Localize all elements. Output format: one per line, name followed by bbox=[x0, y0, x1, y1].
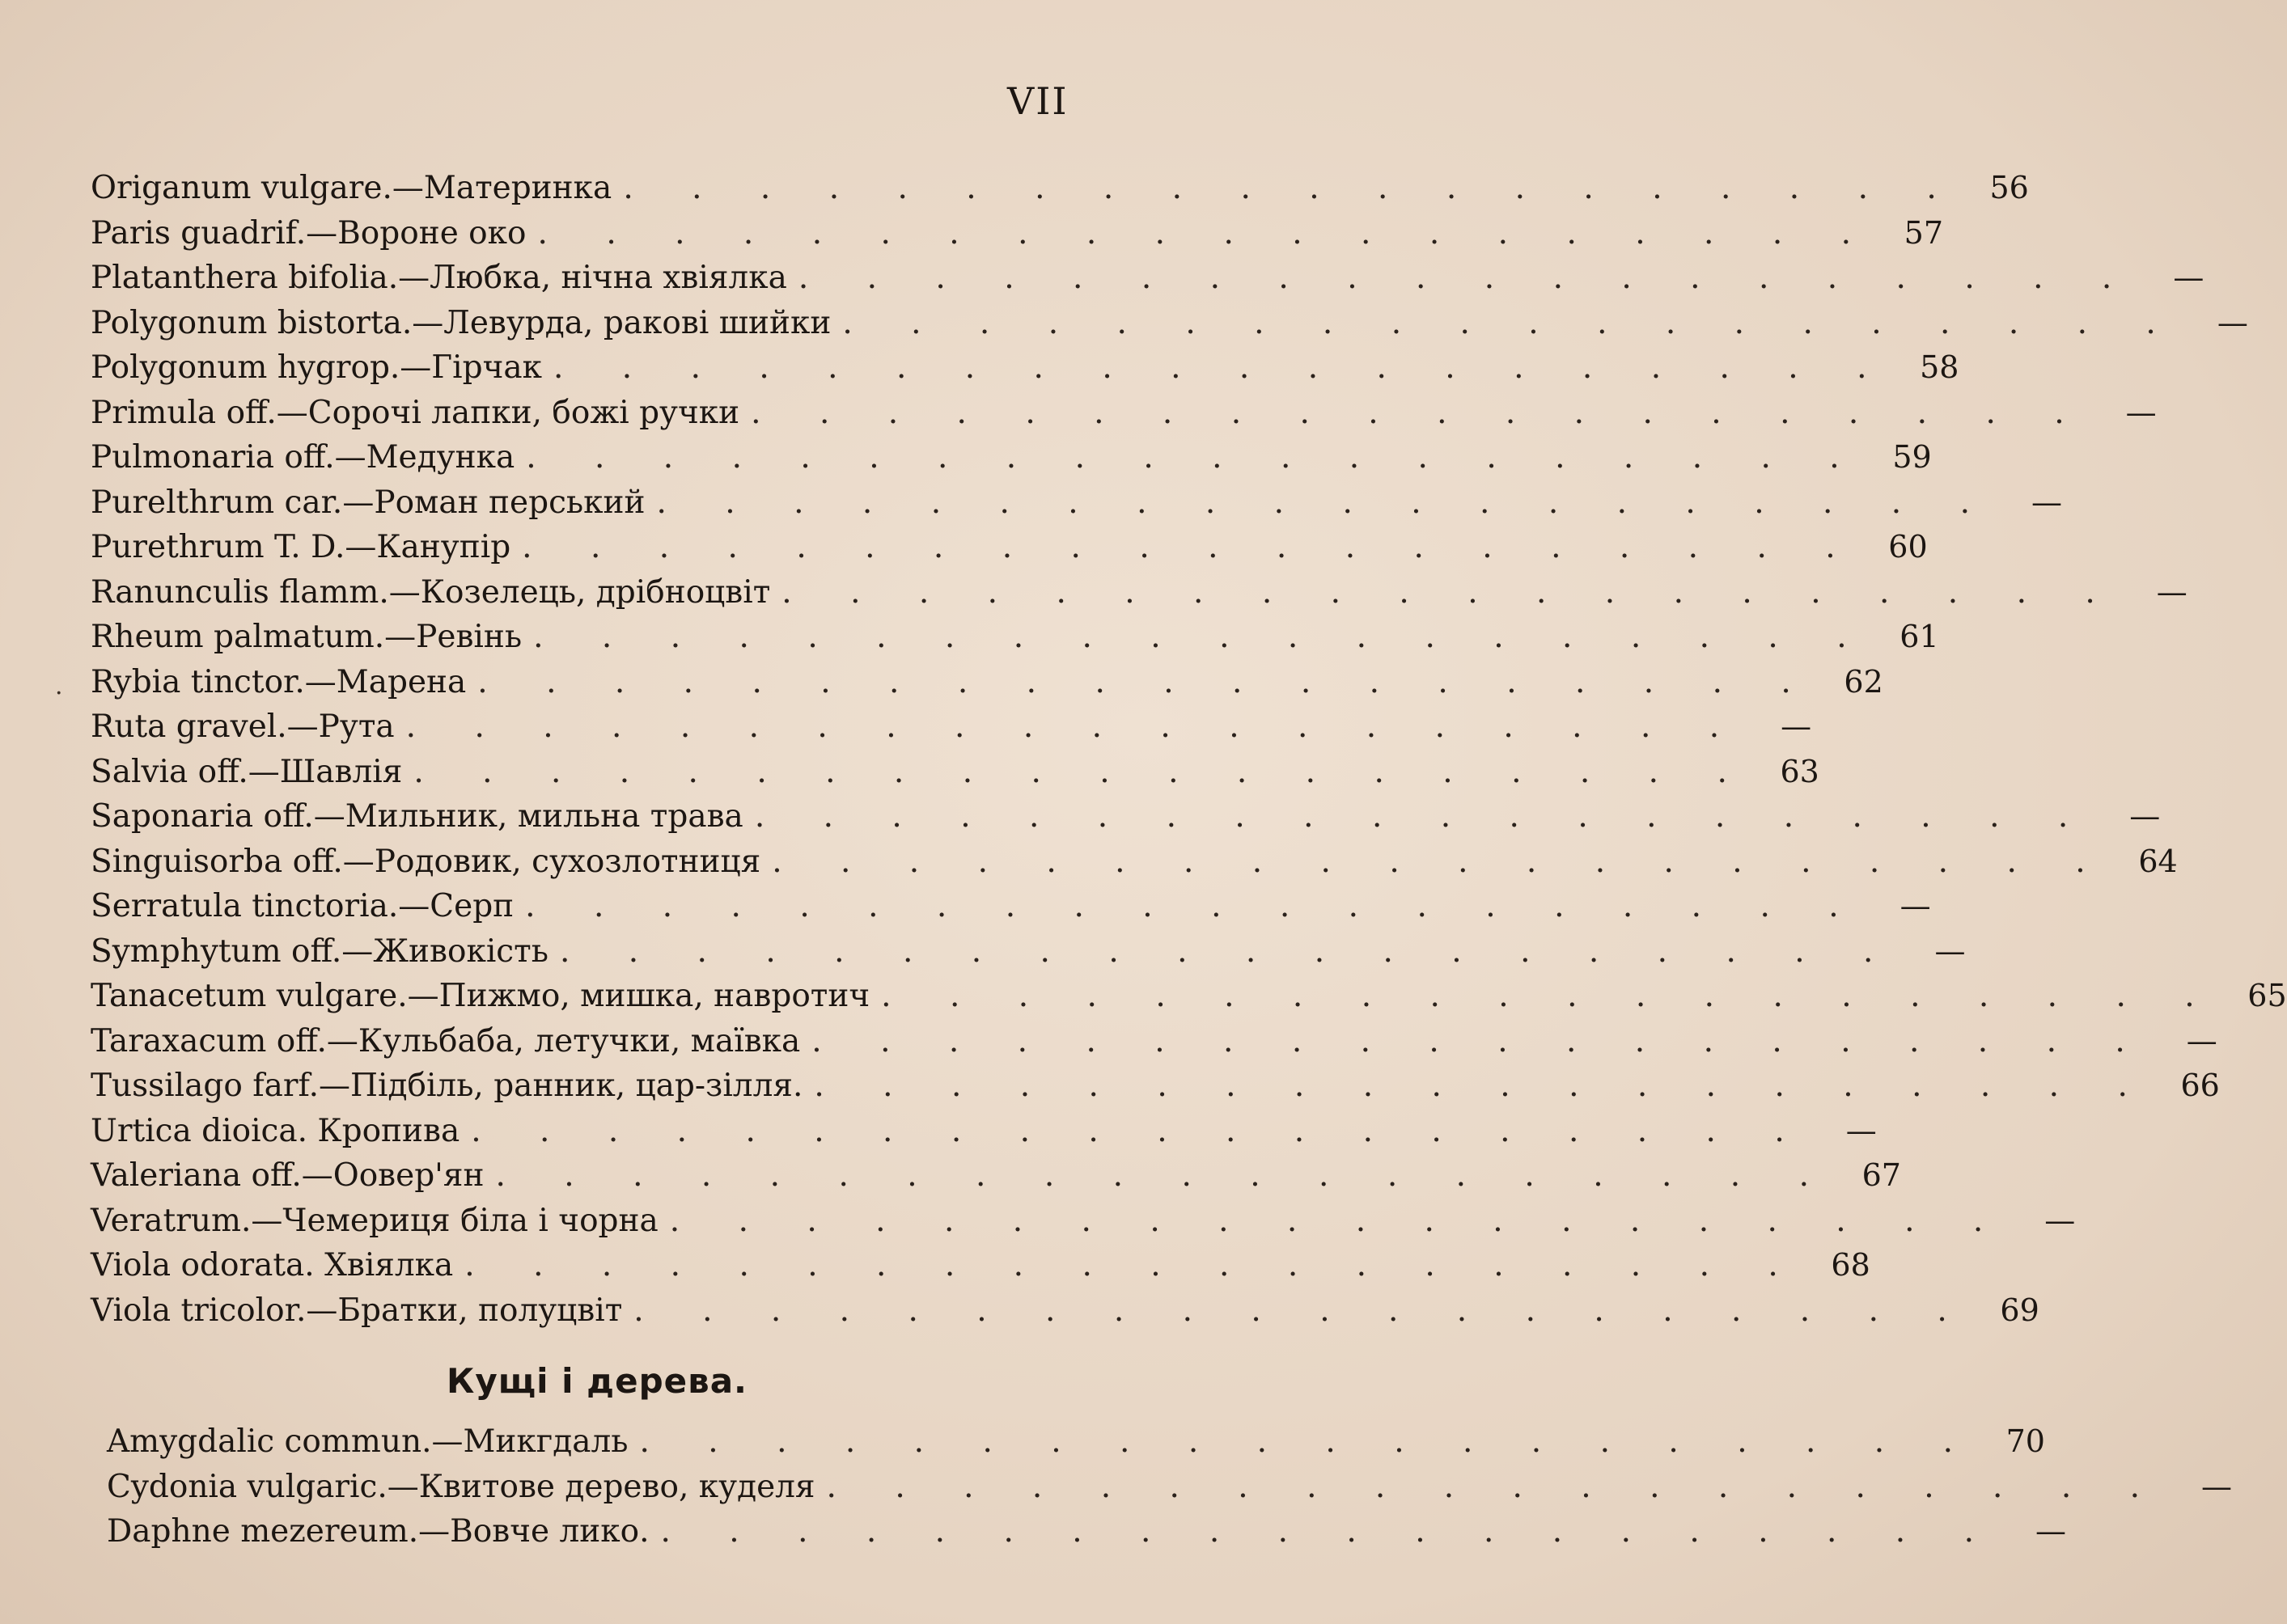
entry-page-number: — bbox=[2201, 1468, 2233, 1504]
toc-entry bbox=[91, 1247, 1870, 1292]
entry-page-number: 67 bbox=[1861, 1157, 1901, 1193]
dot-leader: . . . . . . . . . . . . . . . . . . . . bbox=[495, 1157, 1833, 1194]
entry-page-number: — bbox=[2156, 573, 2187, 610]
entry-page-number: 64 bbox=[2138, 843, 2178, 879]
entry-page-number: — bbox=[1781, 708, 1812, 744]
entry-text: Veratrum.—Чемериця біла і чорна bbox=[91, 1202, 659, 1239]
dot-leader: . . . . . . . . . . . . . . . . . . . . bbox=[826, 1468, 2165, 1505]
stray-mark: · bbox=[55, 679, 63, 708]
page-number: VII bbox=[1007, 79, 1069, 123]
dot-leader: . . . . . . . . . . . . . . . . . . . . bbox=[754, 798, 2093, 835]
toc-entry bbox=[91, 843, 2178, 889]
dot-leader: . . . . . . . . . . . . . . . . . . . . bbox=[660, 1513, 1998, 1550]
toc-entry bbox=[91, 394, 2157, 440]
section-title: Кущі і дерева. bbox=[446, 1361, 748, 1401]
entry-page-number: 57 bbox=[1904, 214, 1944, 251]
section-toc-list bbox=[107, 1423, 2233, 1558]
dot-leader: . . . . . . . . . . . . . . . . . . . . bbox=[781, 573, 2120, 611]
toc-list bbox=[91, 170, 2287, 1337]
entry-text: Symphytum off.—Живокість bbox=[91, 933, 548, 970]
entry-page-number: — bbox=[2186, 1022, 2217, 1059]
dot-leader: . . . . . . . . . . . . . . . . . . . . bbox=[405, 708, 1744, 745]
entry-page-number: 70 bbox=[2005, 1423, 2045, 1459]
dot-leader: . . . . . . . . . . . . . . . . . . . . bbox=[553, 349, 1891, 386]
dot-leader: . . . . . . . . . . . . . . . . . . . . bbox=[639, 1423, 1977, 1460]
entry-page-number: — bbox=[1845, 1112, 1877, 1148]
entry-text: Paris guadrif.—Вороне око bbox=[91, 214, 527, 252]
dot-leader: . . . . . . . . . . . . . . . . . . . . bbox=[814, 1068, 2152, 1104]
entry-text: Primula off.—Сорочі лапки, божі ручки bbox=[91, 394, 740, 431]
entry-page-number: — bbox=[2125, 394, 2157, 430]
entry-text: Platanthera bifolia.—Любка, нічна хвіялка bbox=[91, 260, 787, 296]
entry-text: Tanacetum vulgare.—Пижмо, мишка, навротич bbox=[91, 978, 870, 1014]
entry-page-number: 66 bbox=[2180, 1068, 2220, 1103]
entry-text: Viola odorata. Хвіялка bbox=[91, 1247, 454, 1284]
entry-page-number: 58 bbox=[1920, 349, 1959, 385]
toc-entry bbox=[91, 260, 2204, 305]
dot-leader: . . . . . . . . . . . . . . . . . . . . bbox=[772, 843, 2110, 880]
dot-leader: . . . . . . . . . . . . . . . . . . . . bbox=[522, 529, 1860, 565]
toc-entry bbox=[91, 529, 1928, 574]
entry-page-number: — bbox=[1899, 888, 1931, 924]
toc-entry bbox=[91, 439, 1932, 484]
dot-leader: . . . . . . . . . . . . . . . . . . . . bbox=[525, 888, 1863, 924]
dot-leader: . . . . . . . . . . . . . . . . . . . . bbox=[464, 1247, 1802, 1284]
entry-page-number: — bbox=[2173, 260, 2204, 295]
dot-leader: . . . . . . . . . . . . . . . . . . . . bbox=[656, 484, 1994, 521]
entry-text: Viola tricolor.—Братки, полуцвіт bbox=[91, 1292, 623, 1329]
entry-text: Valeriana off.—Оовер'ян bbox=[91, 1157, 485, 1194]
toc-entry bbox=[91, 978, 2287, 1023]
dot-leader: . . . . . . . . . . . . . . . . . . . . bbox=[669, 1202, 2008, 1239]
entry-page-number: 61 bbox=[1899, 619, 1939, 654]
toc-entry bbox=[91, 170, 2029, 215]
entry-text: Saponaria off.—Мильник, мильна трава bbox=[91, 798, 743, 835]
entry-text: Rheum palmatum.—Ревінь bbox=[91, 619, 523, 655]
toc-entry bbox=[91, 1112, 1877, 1158]
entry-page-number: 65 bbox=[2247, 978, 2287, 1013]
entry-page-number: 69 bbox=[2000, 1292, 2039, 1328]
entry-text: Polygonum hygrop.—Гірчак bbox=[91, 349, 542, 386]
entry-page-number: 63 bbox=[1780, 753, 1819, 789]
dot-leader: . . . . . . . . . . . . . . . . . . . . bbox=[881, 978, 2219, 1014]
entry-text: Taraxacum off.—Кульбаба, летучки, маївка bbox=[91, 1022, 801, 1059]
toc-entry bbox=[91, 1157, 1901, 1203]
toc-entry bbox=[91, 663, 1883, 709]
entry-page-number: 59 bbox=[1892, 439, 1932, 475]
entry-text: Pulmonaria off.—Медунка bbox=[91, 439, 515, 476]
dot-leader: . . . . . . . . . . . . . . . . . . . . bbox=[533, 619, 1871, 655]
toc-entry bbox=[91, 933, 1966, 979]
entry-page-number: 56 bbox=[1989, 170, 2029, 205]
toc-entry bbox=[91, 708, 1812, 754]
entry-page-number: — bbox=[1934, 933, 1966, 969]
entry-text: Daphne mezereum.—Вовче лико. bbox=[107, 1513, 650, 1550]
entry-text: Rybia tinctor.—Марена bbox=[91, 663, 467, 700]
toc-entry bbox=[91, 1202, 2076, 1248]
entry-text: Origanum vulgare.—Материнка bbox=[91, 170, 612, 206]
toc-entry bbox=[91, 1292, 2039, 1338]
toc-entry bbox=[91, 1022, 2217, 1068]
toc-entry bbox=[107, 1423, 2045, 1469]
entry-page-number: — bbox=[2031, 484, 2062, 520]
toc-entry bbox=[91, 619, 1939, 664]
toc-entry bbox=[91, 753, 1819, 799]
toc-entry bbox=[91, 349, 1959, 395]
dot-leader: . . . . . . . . . . . . . . . . . . . . bbox=[633, 1292, 1971, 1329]
toc-entry bbox=[91, 484, 2062, 530]
toc-entry bbox=[91, 214, 1944, 260]
dot-leader: . . . . . . . . . . . . . . . . . . . . bbox=[526, 439, 1864, 476]
entry-text: Polygonum bistorta.—Левурда, ракові шийки bbox=[91, 304, 832, 341]
toc-entry bbox=[91, 573, 2187, 620]
dot-leader: . . . . . . . . . . . . . . . . . . . . bbox=[842, 304, 2180, 341]
dot-leader: . . . . . . . . . . . . . . . . . . . . bbox=[798, 260, 2137, 296]
entry-text: Cydonia vulgaric.—Квитове дерево, куделя bbox=[107, 1468, 815, 1505]
dot-leader: . . . . . . . . . . . . . . . . . . . . bbox=[751, 394, 2089, 431]
dot-leader: . . . . . . . . . . . . . . . . . . . . bbox=[623, 170, 1961, 206]
toc-entry bbox=[107, 1513, 2066, 1558]
entry-page-number: — bbox=[2217, 304, 2248, 340]
entry-page-number: — bbox=[2035, 1513, 2066, 1549]
entry-text: Purethrum T. D.—Канупір bbox=[91, 529, 511, 565]
dot-leader: . . . . . . . . . . . . . . . . . . . . bbox=[559, 933, 1898, 970]
dot-leader: . . . . . . . . . . . . . . . . . . . . bbox=[471, 1112, 1809, 1149]
toc-entry bbox=[91, 798, 2161, 844]
entry-page-number: — bbox=[2044, 1202, 2076, 1238]
entry-text: Amygdalic commun.—Микгдаль bbox=[107, 1423, 629, 1460]
entry-page-number: 60 bbox=[1888, 529, 1928, 565]
toc-entry bbox=[91, 1068, 2220, 1113]
toc-entry bbox=[91, 304, 2248, 350]
entry-page-number: 62 bbox=[1844, 663, 1883, 700]
toc-entry bbox=[107, 1468, 2233, 1514]
dot-leader: . . . . . . . . . . . . . . . . . . . . bbox=[811, 1022, 2149, 1059]
entry-page-number: 68 bbox=[1831, 1247, 1870, 1283]
dot-leader: . . . . . . . . . . . . . . . . . . . . bbox=[477, 663, 1815, 700]
dot-leader: . . . . . . . . . . . . . . . . . . . . bbox=[413, 753, 1751, 790]
entry-page-number: — bbox=[2129, 798, 2161, 834]
entry-text: Tussilago farf.—Підбіль, ранник, цар-зілля. bbox=[91, 1068, 803, 1104]
entry-text: Singuisorba off.—Родовик, сухозлотниця bbox=[91, 843, 761, 880]
entry-text: Ranunculis flamm.—Козелець, дрібноцвіт bbox=[91, 573, 771, 611]
entry-text: Purelthrum car.—Роман перський bbox=[91, 484, 646, 521]
entry-text: Ruta gravel.—Рута bbox=[91, 708, 395, 745]
dot-leader: . . . . . . . . . . . . . . . . . . . . bbox=[537, 214, 1876, 252]
toc-entry bbox=[91, 888, 1931, 933]
entry-text: Salvia off.—Шавлія bbox=[91, 753, 403, 790]
entry-text: Serratula tinctoria.—Серп bbox=[91, 888, 515, 924]
entry-text: Urtica dioica. Кропива bbox=[91, 1112, 460, 1149]
